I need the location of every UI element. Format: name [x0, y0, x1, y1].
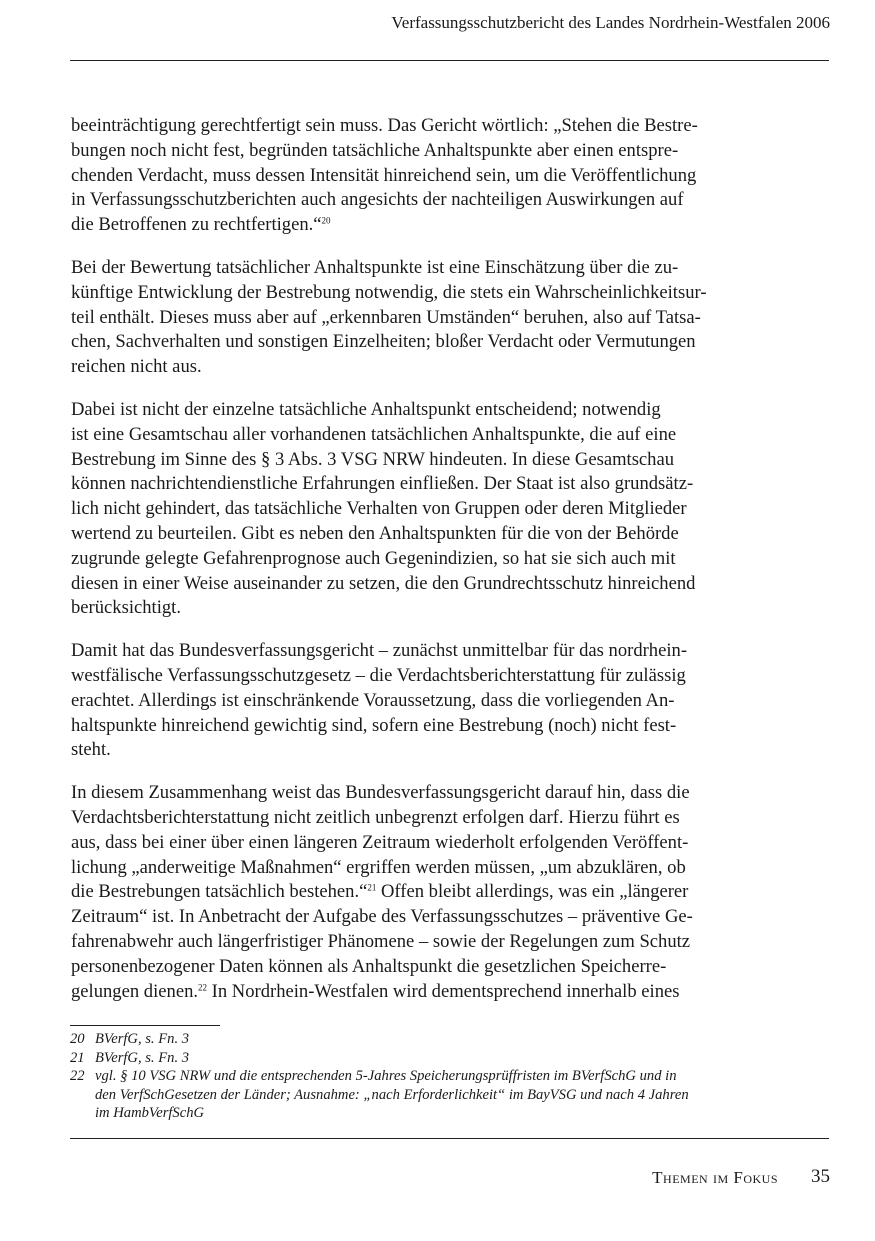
footnote-separator: [70, 1025, 220, 1026]
text-segment: Offen bleibt allerdings, was ein „längerer: [376, 881, 689, 903]
text-line: Zeitraum“ ist. In Anbetracht der Aufgabe des Verfassungsschutzes – präventive Ge-: [71, 906, 693, 928]
footnote-line: vgl. § 10 VSG NRW und die entsprechenden 5-Jahres Speicherungsprüffristen im BVerfSchG und in: [95, 1068, 677, 1084]
text-line: personenbezogener Daten können als Anhaltspunkt die gesetzlichen Speicherre-: [71, 955, 667, 977]
text-line: in Verfassungsschutzberichten auch angesichts der nachteiligen Auswirkungen auf: [71, 189, 684, 211]
text-line: lichung „anderweitige Maßnahmen“ ergriffen werden müssen, „um abzuklären, ob: [71, 856, 686, 878]
text-line: westfälische Verfassungsschutzgesetz – die Verdachtsberichterstattung für zulässig: [71, 664, 686, 686]
footnote-text: [95, 1030, 810, 1049]
text-line: [71, 880, 791, 905]
footnote-22: [70, 1067, 810, 1123]
paragraph-3: [71, 398, 791, 621]
footnote-text: [95, 1049, 810, 1068]
footer-section-title: Themen im Fokus: [652, 1168, 778, 1187]
paragraph-1: [71, 114, 791, 238]
text-line: künftige Entwicklung der Bestrebung notwendig, die stets ein Wahrscheinlichkeitsur-: [71, 281, 707, 303]
text-line: zugrunde gelegte Gefahrenprognose auch Gegenindizien, so hat sie sich auch mit: [71, 547, 676, 569]
text-line: bungen noch nicht fest, begründen tatsächliche Anhaltspunkte aber einen entspre-: [71, 139, 679, 161]
text-line: aus, dass bei einer über einen längeren Zeitraum wiederholt erfolgenden Veröffent-: [71, 831, 689, 853]
footnote-line: im HambVerfSchG: [95, 1105, 205, 1121]
text-line: teil enthält. Dieses muss aber auf „erkennbaren Umständen“ beruhen, also auf Tatsa-: [71, 306, 701, 328]
text-line: haltspunkte hinreichend gewichtig sind, sofern eine Bestrebung (noch) nicht fest-: [71, 714, 677, 736]
text-segment: gelungen dienen.: [71, 980, 199, 1002]
text-segment: die Betroffenen zu rechtfertigen.“: [71, 214, 322, 236]
text-line: In diesem Zusammenhang weist das Bundesverfassungsgericht darauf hin, dass die: [71, 782, 690, 804]
text-line: [71, 980, 791, 1005]
footnote-number: 21: [70, 1049, 85, 1066]
footnote-ref-22: 22: [198, 982, 208, 993]
footnote-line: den VerfSchGesetzen der Länder; Ausnahme: „nach Erforderlichkeit“ im BayVSG und nach 4 Jahren: [95, 1086, 689, 1103]
page-number: 35: [811, 1166, 830, 1187]
text-line: beeinträchtigung gerechtfertigt sein muss. Das Gericht wörtlich: „Stehen die Bestre-: [71, 115, 698, 136]
running-header: Verfassungsschutzbericht des Landes Nordrhein-Westfalen 2006: [391, 13, 830, 32]
text-line: reichen nicht aus.: [71, 356, 202, 378]
paragraph-2: [71, 256, 791, 380]
text-line: berücksichtigt.: [71, 597, 181, 619]
text-line: Damit hat das Bundesverfassungsgericht – zunächst unmittelbar für das nordrhein-: [71, 640, 688, 662]
footnote-number: 20: [70, 1031, 85, 1047]
footnotes: [70, 1030, 810, 1123]
text-line: steht.: [71, 739, 111, 761]
footnote-text: [95, 1067, 810, 1123]
text-line: [71, 213, 791, 238]
text-line: Dabei ist nicht der einzelne tatsächliche Anhaltspunkt entscheidend; notwendig: [71, 398, 661, 420]
footnote-ref-21: 21: [367, 883, 377, 894]
body-text: [71, 114, 791, 1022]
text-line: fahrenabwehr auch längerfristiger Phänomene – sowie der Regelungen zum Schutz: [71, 930, 691, 952]
footnote-21: [70, 1049, 810, 1068]
footnote-line: BVerfG, s. Fn. 3: [95, 1049, 190, 1066]
footer-rule: [70, 1138, 829, 1139]
text-line: lich nicht gehindert, das tatsächliche Verhalten von Gruppen oder deren Mitglieder: [71, 498, 687, 520]
footnote-20: [70, 1030, 810, 1049]
text-line: diesen in einer Weise auseinander zu setzen, die den Grundrechtsschutz hinreichend: [71, 572, 696, 594]
text-line: ist eine Gesamtschau aller vorhandenen tatsächlichen Anhaltspunkte, die auf eine: [71, 423, 677, 445]
text-line: können nachrichtendienstliche Erfahrungen einfließen. Der Staat ist also grundsätz-: [71, 473, 694, 495]
footnote-line: BVerfG, s. Fn. 3: [95, 1031, 190, 1047]
paragraph-5: [71, 781, 791, 1004]
text-line: erachtet. Allerdings ist einschränkende Voraussetzung, dass die vorliegenden An-: [71, 689, 675, 711]
header-rule: [70, 60, 829, 61]
footnote-number: 22: [70, 1068, 85, 1084]
text-segment: In Nordrhein-Westfalen wird dementsprechend innerhalb eines: [207, 980, 680, 1002]
footnote-ref-20: 20: [321, 215, 331, 226]
text-line: Bei der Bewertung tatsächlicher Anhaltspunkte ist eine Einschätzung über die zu-: [71, 256, 679, 278]
text-line: wertend zu beurteilen. Gibt es neben den Anhaltspunkten für die von der Behörde: [71, 522, 679, 544]
text-line: chen, Sachverhalten und sonstigen Einzelheiten; bloßer Verdacht oder Vermutungen: [71, 331, 696, 353]
text-line: Bestrebung im Sinne des § 3 Abs. 3 VSG NRW hindeuten. In diese Gesamtschau: [71, 448, 675, 470]
paragraph-4: [71, 639, 791, 763]
text-line: chenden Verdacht, muss dessen Intensität hinreichend sein, um die Veröffentlichung: [71, 164, 697, 186]
text-segment: die Bestrebungen tatsächlich bestehen.“: [71, 881, 368, 903]
text-line: Verdachtsberichterstattung nicht zeitlich unbegrenzt erfolgen darf. Hierzu führt es: [71, 806, 680, 828]
